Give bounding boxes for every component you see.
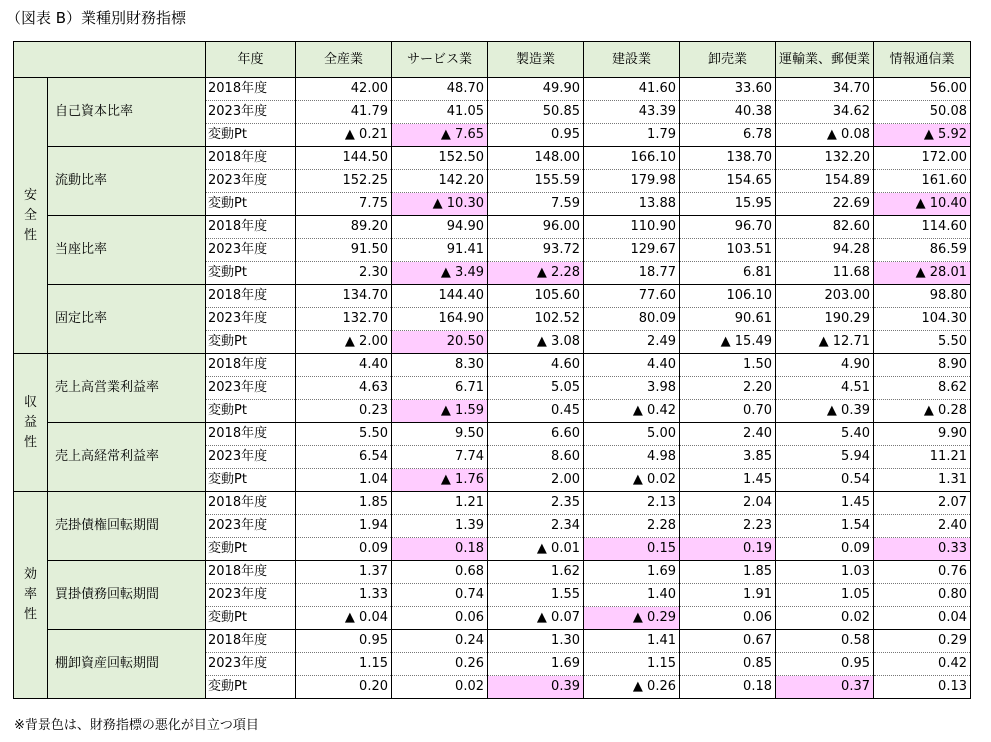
value-cell: 0.26 bbox=[392, 653, 488, 676]
year-label: 2018年度 bbox=[206, 630, 296, 653]
value-cell: 105.60 bbox=[488, 285, 584, 308]
category-label-text: 効率性 bbox=[23, 567, 37, 622]
value-cell: 90.61 bbox=[680, 308, 776, 331]
value-cell: 2.13 bbox=[584, 492, 680, 515]
value-cell: 1.21 bbox=[392, 492, 488, 515]
value-cell: 2.35 bbox=[488, 492, 584, 515]
value-cell: 1.05 bbox=[776, 584, 874, 607]
value-cell: 41.60 bbox=[584, 78, 680, 101]
value-cell: 0.13 bbox=[874, 676, 971, 699]
value-cell: 1.39 bbox=[392, 515, 488, 538]
value-cell: 4.40 bbox=[296, 354, 392, 377]
value-cell: 7.59 bbox=[488, 193, 584, 216]
table-row bbox=[14, 630, 971, 653]
value-cell: 5.94 bbox=[776, 446, 874, 469]
header-industry: 製造業 bbox=[488, 42, 584, 78]
value-cell: 5.50 bbox=[874, 331, 971, 354]
value-cell: 18.77 bbox=[584, 262, 680, 285]
value-cell: 152.50 bbox=[392, 147, 488, 170]
value-cell-highlighted: 0.39 bbox=[488, 676, 584, 699]
value-cell: 7.75 bbox=[296, 193, 392, 216]
value-cell: 1.91 bbox=[680, 584, 776, 607]
metric-name: 自己資本比率 bbox=[48, 78, 206, 147]
value-cell: 164.90 bbox=[392, 308, 488, 331]
header-row bbox=[14, 42, 971, 78]
value-cell: 1.04 bbox=[296, 469, 392, 492]
metric-name: 棚卸資産回転期間 bbox=[48, 630, 206, 699]
value-cell: 1.69 bbox=[488, 653, 584, 676]
value-cell: 2.34 bbox=[488, 515, 584, 538]
value-cell: 129.67 bbox=[584, 239, 680, 262]
value-cell-highlighted: ▲ 10.40 bbox=[874, 193, 971, 216]
value-cell: 77.60 bbox=[584, 285, 680, 308]
value-cell: 1.37 bbox=[296, 561, 392, 584]
category-label bbox=[14, 354, 48, 492]
value-cell: 0.76 bbox=[874, 561, 971, 584]
value-cell-highlighted: 20.50 bbox=[392, 331, 488, 354]
value-cell: 1.62 bbox=[488, 561, 584, 584]
value-cell: 6.71 bbox=[392, 377, 488, 400]
year-label: 2018年度 bbox=[206, 147, 296, 170]
category-label-text: 収益性 bbox=[23, 394, 37, 450]
value-cell: 4.60 bbox=[488, 354, 584, 377]
value-cell: 9.50 bbox=[392, 423, 488, 446]
value-cell: 40.38 bbox=[680, 101, 776, 124]
value-cell: 86.59 bbox=[874, 239, 971, 262]
value-cell: 2.23 bbox=[680, 515, 776, 538]
year-label: 変動Pt bbox=[206, 400, 296, 423]
year-label: 2018年度 bbox=[206, 216, 296, 239]
value-cell: 4.51 bbox=[776, 377, 874, 400]
value-cell: 6.60 bbox=[488, 423, 584, 446]
table-row bbox=[14, 561, 971, 584]
value-cell-highlighted: ▲ 5.92 bbox=[874, 124, 971, 147]
value-cell: 155.59 bbox=[488, 170, 584, 193]
value-cell: ▲ 0.07 bbox=[488, 607, 584, 630]
table-row bbox=[14, 285, 971, 308]
value-cell: 110.90 bbox=[584, 216, 680, 239]
year-label: 2018年度 bbox=[206, 285, 296, 308]
value-cell: 152.25 bbox=[296, 170, 392, 193]
value-cell: 2.30 bbox=[296, 262, 392, 285]
value-cell-highlighted: 0.37 bbox=[776, 676, 874, 699]
value-cell-highlighted: ▲ 0.29 bbox=[584, 607, 680, 630]
value-cell: 22.69 bbox=[776, 193, 874, 216]
value-cell: 34.62 bbox=[776, 101, 874, 124]
figure-title: （図表 B）業種別財務指標 bbox=[6, 9, 187, 27]
value-cell: 3.85 bbox=[680, 446, 776, 469]
value-cell: 1.41 bbox=[584, 630, 680, 653]
value-cell: 132.70 bbox=[296, 308, 392, 331]
value-cell: 94.28 bbox=[776, 239, 874, 262]
value-cell: 2.28 bbox=[584, 515, 680, 538]
category-label bbox=[14, 78, 48, 354]
metric-name: 売上高営業利益率 bbox=[48, 354, 206, 423]
value-cell: ▲ 0.02 bbox=[584, 469, 680, 492]
value-cell: 1.69 bbox=[584, 561, 680, 584]
value-cell: 0.54 bbox=[776, 469, 874, 492]
header-industry: サービス業 bbox=[392, 42, 488, 78]
value-cell: ▲ 0.01 bbox=[488, 538, 584, 561]
value-cell: 179.98 bbox=[584, 170, 680, 193]
year-label: 2023年度 bbox=[206, 446, 296, 469]
metric-name: 売掛債権回転期間 bbox=[48, 492, 206, 561]
value-cell: 1.45 bbox=[776, 492, 874, 515]
table-row bbox=[14, 216, 971, 239]
value-cell: 96.70 bbox=[680, 216, 776, 239]
value-cell: 1.15 bbox=[296, 653, 392, 676]
value-cell: 2.00 bbox=[488, 469, 584, 492]
value-cell: 134.70 bbox=[296, 285, 392, 308]
value-cell: 94.90 bbox=[392, 216, 488, 239]
year-label: 変動Pt bbox=[206, 262, 296, 285]
value-cell: 1.85 bbox=[680, 561, 776, 584]
value-cell: 4.90 bbox=[776, 354, 874, 377]
value-cell: 0.18 bbox=[680, 676, 776, 699]
value-cell: ▲ 2.00 bbox=[296, 331, 392, 354]
value-cell: 144.50 bbox=[296, 147, 392, 170]
value-cell: 8.60 bbox=[488, 446, 584, 469]
header-industry: 情報通信業 bbox=[874, 42, 971, 78]
table-row bbox=[14, 78, 971, 101]
value-cell: 0.85 bbox=[680, 653, 776, 676]
value-cell: ▲ 0.39 bbox=[776, 400, 874, 423]
value-cell: 1.30 bbox=[488, 630, 584, 653]
value-cell: 0.95 bbox=[488, 124, 584, 147]
year-label: 2023年度 bbox=[206, 584, 296, 607]
value-cell: 96.00 bbox=[488, 216, 584, 239]
value-cell: 138.70 bbox=[680, 147, 776, 170]
value-cell: 144.40 bbox=[392, 285, 488, 308]
value-cell: 106.10 bbox=[680, 285, 776, 308]
value-cell: 48.70 bbox=[392, 78, 488, 101]
value-cell: 82.60 bbox=[776, 216, 874, 239]
value-cell: 11.68 bbox=[776, 262, 874, 285]
value-cell: 1.03 bbox=[776, 561, 874, 584]
value-cell: 93.72 bbox=[488, 239, 584, 262]
value-cell: 56.00 bbox=[874, 78, 971, 101]
value-cell: 104.30 bbox=[874, 308, 971, 331]
year-label: 2023年度 bbox=[206, 515, 296, 538]
header-industry: 建設業 bbox=[584, 42, 680, 78]
value-cell: 0.06 bbox=[392, 607, 488, 630]
value-cell: ▲ 0.04 bbox=[296, 607, 392, 630]
value-cell: 41.05 bbox=[392, 101, 488, 124]
value-cell-highlighted: 0.33 bbox=[874, 538, 971, 561]
value-cell: 1.40 bbox=[584, 584, 680, 607]
value-cell: ▲ 0.28 bbox=[874, 400, 971, 423]
year-label: 2023年度 bbox=[206, 170, 296, 193]
value-cell: 1.45 bbox=[680, 469, 776, 492]
value-cell: 34.70 bbox=[776, 78, 874, 101]
value-cell: 13.88 bbox=[584, 193, 680, 216]
value-cell-highlighted: ▲ 1.59 bbox=[392, 400, 488, 423]
year-label: 2023年度 bbox=[206, 239, 296, 262]
value-cell: 0.06 bbox=[680, 607, 776, 630]
value-cell: 5.05 bbox=[488, 377, 584, 400]
value-cell: ▲ 0.26 bbox=[584, 676, 680, 699]
value-cell: 0.95 bbox=[296, 630, 392, 653]
value-cell: 43.39 bbox=[584, 101, 680, 124]
value-cell: 132.20 bbox=[776, 147, 874, 170]
header-year: 年度 bbox=[206, 42, 296, 78]
value-cell: 0.29 bbox=[874, 630, 971, 653]
value-cell: 114.60 bbox=[874, 216, 971, 239]
value-cell: 0.70 bbox=[680, 400, 776, 423]
year-label: 変動Pt bbox=[206, 469, 296, 492]
year-label: 2023年度 bbox=[206, 377, 296, 400]
year-label: 2018年度 bbox=[206, 354, 296, 377]
value-cell: ▲ 3.08 bbox=[488, 331, 584, 354]
value-cell: 0.58 bbox=[776, 630, 874, 653]
value-cell: 148.00 bbox=[488, 147, 584, 170]
value-cell-highlighted: ▲ 10.30 bbox=[392, 193, 488, 216]
value-cell: 42.00 bbox=[296, 78, 392, 101]
value-cell: 2.49 bbox=[584, 331, 680, 354]
value-cell-highlighted: ▲ 1.76 bbox=[392, 469, 488, 492]
value-cell: 1.55 bbox=[488, 584, 584, 607]
value-cell: ▲ 0.21 bbox=[296, 124, 392, 147]
value-cell: 9.90 bbox=[874, 423, 971, 446]
year-label: 2018年度 bbox=[206, 561, 296, 584]
table-row bbox=[14, 492, 971, 515]
value-cell: 172.00 bbox=[874, 147, 971, 170]
value-cell: ▲ 0.08 bbox=[776, 124, 874, 147]
year-label: 変動Pt bbox=[206, 124, 296, 147]
year-label: 2018年度 bbox=[206, 423, 296, 446]
financial-indicators-table bbox=[13, 41, 971, 699]
value-cell: 1.50 bbox=[680, 354, 776, 377]
value-cell: 41.79 bbox=[296, 101, 392, 124]
value-cell: 5.50 bbox=[296, 423, 392, 446]
value-cell: 203.00 bbox=[776, 285, 874, 308]
value-cell: 0.09 bbox=[776, 538, 874, 561]
value-cell: 0.02 bbox=[776, 607, 874, 630]
value-cell: 1.94 bbox=[296, 515, 392, 538]
value-cell: 11.21 bbox=[874, 446, 971, 469]
header-industry: 全産業 bbox=[296, 42, 392, 78]
value-cell: 8.90 bbox=[874, 354, 971, 377]
value-cell: 2.04 bbox=[680, 492, 776, 515]
value-cell: 1.15 bbox=[584, 653, 680, 676]
value-cell: 0.24 bbox=[392, 630, 488, 653]
table-body bbox=[14, 78, 971, 699]
value-cell-highlighted: ▲ 7.65 bbox=[392, 124, 488, 147]
value-cell: 8.30 bbox=[392, 354, 488, 377]
value-cell-highlighted: ▲ 3.49 bbox=[392, 262, 488, 285]
value-cell: 98.80 bbox=[874, 285, 971, 308]
year-label: 変動Pt bbox=[206, 538, 296, 561]
value-cell: ▲ 15.49 bbox=[680, 331, 776, 354]
value-cell: 49.90 bbox=[488, 78, 584, 101]
value-cell: 4.98 bbox=[584, 446, 680, 469]
category-label-text: 安全性 bbox=[23, 187, 37, 243]
value-cell: 0.68 bbox=[392, 561, 488, 584]
value-cell: 3.98 bbox=[584, 377, 680, 400]
value-cell: 7.74 bbox=[392, 446, 488, 469]
year-label: 2018年度 bbox=[206, 78, 296, 101]
value-cell: 154.65 bbox=[680, 170, 776, 193]
metric-name: 流動比率 bbox=[48, 147, 206, 216]
value-cell: 142.20 bbox=[392, 170, 488, 193]
value-cell: 161.60 bbox=[874, 170, 971, 193]
year-label: 変動Pt bbox=[206, 607, 296, 630]
value-cell: 1.85 bbox=[296, 492, 392, 515]
value-cell: 1.31 bbox=[874, 469, 971, 492]
value-cell: 91.50 bbox=[296, 239, 392, 262]
value-cell: ▲ 12.71 bbox=[776, 331, 874, 354]
value-cell: 0.42 bbox=[874, 653, 971, 676]
value-cell: 4.63 bbox=[296, 377, 392, 400]
year-label: 2018年度 bbox=[206, 492, 296, 515]
value-cell: 6.81 bbox=[680, 262, 776, 285]
value-cell: 0.02 bbox=[392, 676, 488, 699]
value-cell: 0.80 bbox=[874, 584, 971, 607]
value-cell: 166.10 bbox=[584, 147, 680, 170]
value-cell: 5.40 bbox=[776, 423, 874, 446]
year-label: 変動Pt bbox=[206, 331, 296, 354]
value-cell: 0.04 bbox=[874, 607, 971, 630]
header-corner bbox=[14, 42, 206, 78]
value-cell: 0.67 bbox=[680, 630, 776, 653]
value-cell: 154.89 bbox=[776, 170, 874, 193]
value-cell: 89.20 bbox=[296, 216, 392, 239]
value-cell: 15.95 bbox=[680, 193, 776, 216]
value-cell-highlighted: ▲ 2.28 bbox=[488, 262, 584, 285]
value-cell: 0.23 bbox=[296, 400, 392, 423]
value-cell-highlighted: 0.15 bbox=[584, 538, 680, 561]
value-cell-highlighted: 0.19 bbox=[680, 538, 776, 561]
value-cell: 4.40 bbox=[584, 354, 680, 377]
value-cell: 2.40 bbox=[680, 423, 776, 446]
value-cell: 33.60 bbox=[680, 78, 776, 101]
year-label: 2023年度 bbox=[206, 101, 296, 124]
value-cell-highlighted: 0.18 bbox=[392, 538, 488, 561]
year-label: 変動Pt bbox=[206, 193, 296, 216]
value-cell: 6.78 bbox=[680, 124, 776, 147]
value-cell: 1.54 bbox=[776, 515, 874, 538]
value-cell: 1.33 bbox=[296, 584, 392, 607]
value-cell: 0.95 bbox=[776, 653, 874, 676]
metric-name: 固定比率 bbox=[48, 285, 206, 354]
year-label: 変動Pt bbox=[206, 676, 296, 699]
metric-name: 当座比率 bbox=[48, 216, 206, 285]
value-cell: 0.09 bbox=[296, 538, 392, 561]
value-cell: 8.62 bbox=[874, 377, 971, 400]
value-cell: 2.40 bbox=[874, 515, 971, 538]
value-cell: 80.09 bbox=[584, 308, 680, 331]
metric-name: 売上高経常利益率 bbox=[48, 423, 206, 492]
metric-name: 買掛債務回転期間 bbox=[48, 561, 206, 630]
value-cell: 103.51 bbox=[680, 239, 776, 262]
value-cell: 1.79 bbox=[584, 124, 680, 147]
value-cell: 2.20 bbox=[680, 377, 776, 400]
table-row bbox=[14, 423, 971, 446]
value-cell: 5.00 bbox=[584, 423, 680, 446]
value-cell: 50.85 bbox=[488, 101, 584, 124]
header-industry: 運輸業、郵便業 bbox=[776, 42, 874, 78]
table-row bbox=[14, 354, 971, 377]
value-cell: ▲ 0.42 bbox=[584, 400, 680, 423]
value-cell: 102.52 bbox=[488, 308, 584, 331]
footnote: ※背景色は、財務指標の悪化が目立つ項目 bbox=[14, 718, 259, 733]
header-industry: 卸売業 bbox=[680, 42, 776, 78]
value-cell: 0.74 bbox=[392, 584, 488, 607]
value-cell: 6.54 bbox=[296, 446, 392, 469]
value-cell: 190.29 bbox=[776, 308, 874, 331]
value-cell: 50.08 bbox=[874, 101, 971, 124]
value-cell: 0.45 bbox=[488, 400, 584, 423]
value-cell: 91.41 bbox=[392, 239, 488, 262]
value-cell-highlighted: ▲ 28.01 bbox=[874, 262, 971, 285]
table-row bbox=[14, 147, 971, 170]
year-label: 2023年度 bbox=[206, 653, 296, 676]
category-label bbox=[14, 492, 48, 699]
value-cell: 0.20 bbox=[296, 676, 392, 699]
value-cell: 2.07 bbox=[874, 492, 971, 515]
year-label: 2023年度 bbox=[206, 308, 296, 331]
